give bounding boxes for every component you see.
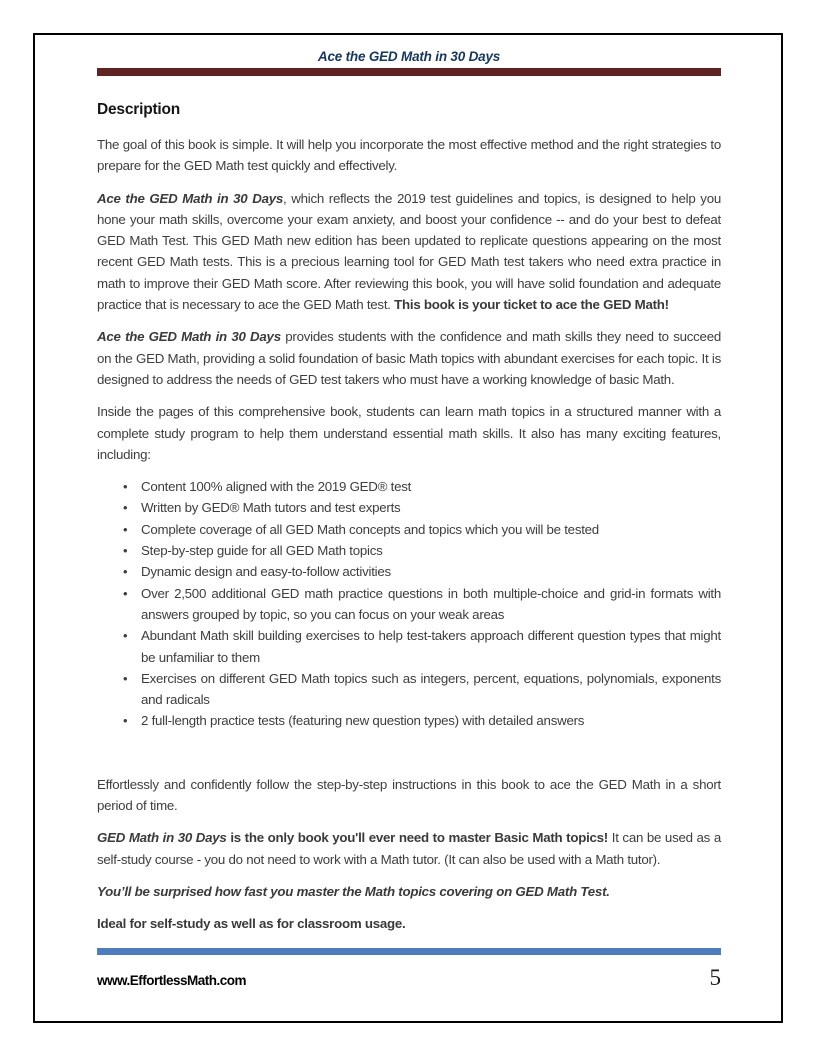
page-footer	[97, 948, 721, 991]
feature-list	[97, 476, 721, 732]
paragraph: Effortlessly and confidently follow the step-by-step instructions in this book to ace the GED Math in a short period of time.	[97, 776, 721, 814]
footer-row	[97, 965, 721, 991]
feature-item: • Complete coverage of all GED Math concepts and topics which you will be tested	[97, 519, 721, 540]
header-rule	[97, 68, 721, 76]
paragraph: Ace the GED Math in 30 Days provides students with the confidence and math skills they need to succeed on the GED Math, providing a solid foundation of basic Math topics with abundant exercises for each topic. It is designed to address the needs of GED test takers who must have a working knowledge of basic Math.	[97, 329, 721, 387]
section-heading: Description	[97, 101, 181, 118]
paragraph: You’ll be surprised how fast you master the Math topics covering on GED Math Test.	[97, 883, 610, 899]
paragraph: The goal of this book is simple. It will help you incorporate the most effective method and the right strategies to prepare for the GED Math test quickly and effectively.	[97, 137, 721, 174]
feature-item: • Abundant Math skill building exercises to help test-takers approach different question types that might be unfamiliar to them	[97, 625, 721, 668]
paragraph: Ideal for self-study as well as for classroom usage.	[97, 916, 406, 932]
page-content	[35, 35, 781, 935]
paragraph: GED Math in 30 Days is the only book you'll ever need to master Basic Math topics! It can be used as a self-study course - you do not need to work with a Math tutor. (It can also be used with a Math tutor).	[97, 830, 721, 867]
feature-item: • Step-by-step guide for all GED Math topics	[97, 540, 721, 561]
feature-item: • Over 2,500 additional GED math practice questions in both multiple-choice and grid-in formats with answers grouped by topic, so you can focus on your weak areas	[97, 583, 721, 626]
paragraphs-after	[97, 774, 721, 935]
paragraph: Ace the GED Math in 30 Days, which reflects the 2019 test guidelines and topics, is designed to help you hone your math skills, overcome your exam anxiety, and boost your confidence -- and do your best to defeat GED Math Test. This GED Math new edition has been updated to replicate questions appearing on the most recent GED Math tests. This is a precious learning tool for GED Math test takers who need extra practice in math to improve their GED Math score. After reviewing this book, you will have solid foundation and adequate practice that is necessary to ace the GED Math test. This book is your ticket to ace the GED Math!	[97, 190, 721, 313]
document-page	[33, 33, 783, 1023]
feature-item: • Written by GED® Math tutors and test experts	[97, 497, 721, 518]
feature-item: • Dynamic design and easy-to-follow activities	[97, 561, 721, 582]
feature-item: • Content 100% aligned with the 2019 GED® test	[97, 476, 721, 497]
footer-rule	[97, 948, 721, 955]
feature-item: • Exercises on different GED Math topics such as integers, percent, equations, polynomials, exponents and radicals	[97, 668, 721, 711]
paragraphs-before	[97, 134, 721, 465]
page-number: 5	[709, 965, 721, 990]
running-header-title: Ace the GED Math in 30 Days	[317, 49, 501, 64]
paragraph: Inside the pages of this comprehensive book, students can learn math topics in a structured manner with a complete study program to help them understand essential math skills. It also has many exciting features, including:	[97, 404, 721, 462]
website-link[interactable]: www.EffortlessMath.com	[97, 973, 247, 988]
feature-item: • 2 full-length practice tests (featuring new question types) with detailed answers	[97, 710, 721, 731]
